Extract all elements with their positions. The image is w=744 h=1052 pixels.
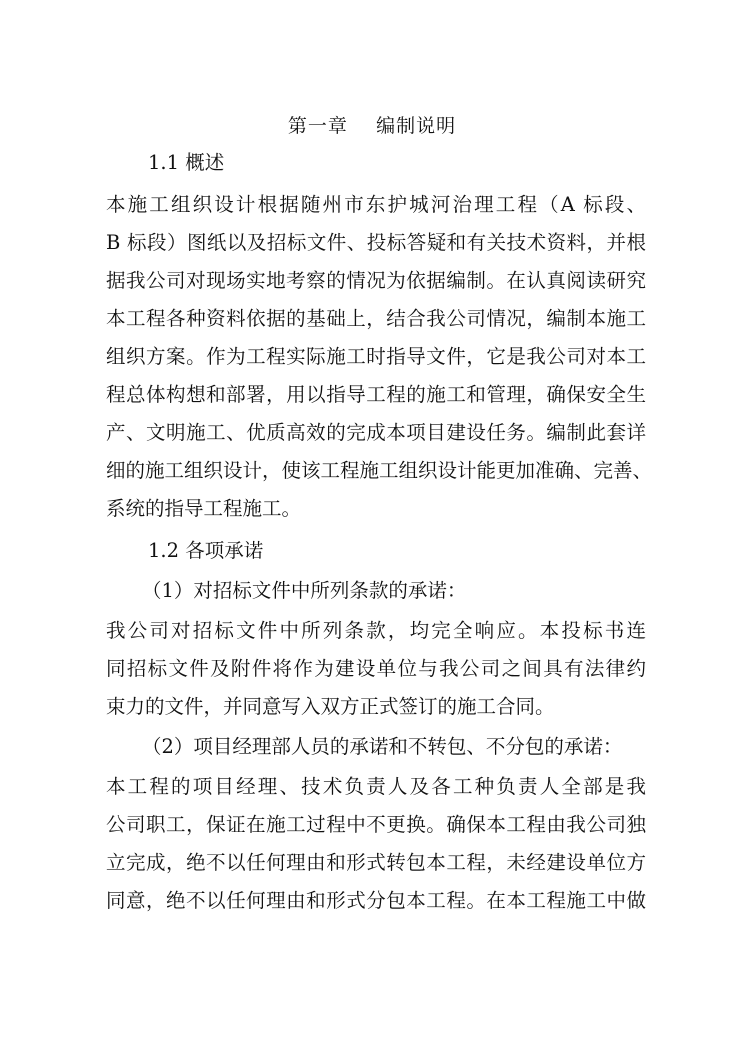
paragraph-line: 系统的指导工程施工。 — [106, 497, 302, 520]
paragraph-line: 本工程的项目经理、技术负责人及各工种负责人全部是我 — [106, 775, 646, 798]
paragraph-line: 同招标文件及附件将作为建设单位与我公司之间具有法律约 — [106, 657, 646, 680]
section-heading-1-1: 1.1 概述 — [148, 151, 225, 174]
paragraph-line: 组织方案。作为工程实际施工时指导文件，它是我公司对本工 — [106, 345, 646, 368]
paragraph-line: 公司职工，保证在施工过程中不更换。确保本工程由我公司独 — [106, 813, 646, 836]
chapter-title: 第一章 编制说明 — [287, 115, 457, 137]
paragraph-line: 细的施工组织设计，使该工程施工组织设计能更加准确、完善、 — [106, 459, 653, 482]
paragraph-line: 据我公司对现场实地考察的情况为依据编制。在认真阅读研究 — [106, 269, 646, 292]
paragraph-line: 本工程各种资料依据的基础上，结合我公司情况，编制本施工 — [106, 307, 646, 330]
paragraph-line: 同意，绝不以任何理由和形式分包本工程。在本工程施工中做 — [106, 889, 646, 912]
item-heading-2: （2）项目经理部人员的承诺和不转包、不分包的承诺： — [142, 735, 623, 758]
paragraph-line: 立完成，绝不以任何理由和形式转包本工程，未经建设单位方 — [106, 851, 646, 874]
paragraph-line: 本施工组织设计根据随州市东护城河治理工程（A 标段、 — [106, 193, 646, 216]
section-heading-1-2: 1.2 各项承诺 — [148, 539, 264, 562]
paragraph-line: 程总体构想和部署，用以指导工程的施工和管理，确保安全生 — [106, 383, 646, 406]
paragraph-line: 产、文明施工、优质高效的完成本项目建设任务。编制此套详 — [106, 421, 646, 444]
paragraph-line: 我公司对招标文件中所列条款，均完全响应。本投标书连 — [106, 619, 646, 642]
paragraph-line: B 标段）图纸以及招标文件、投标答疑和有关技术资料，并根 — [106, 231, 646, 254]
item-heading-1: （1）对招标文件中所列条款的承诺： — [142, 579, 467, 602]
paragraph-line: 束力的文件，并同意写入双方正式签订的施工合同。 — [106, 695, 555, 718]
